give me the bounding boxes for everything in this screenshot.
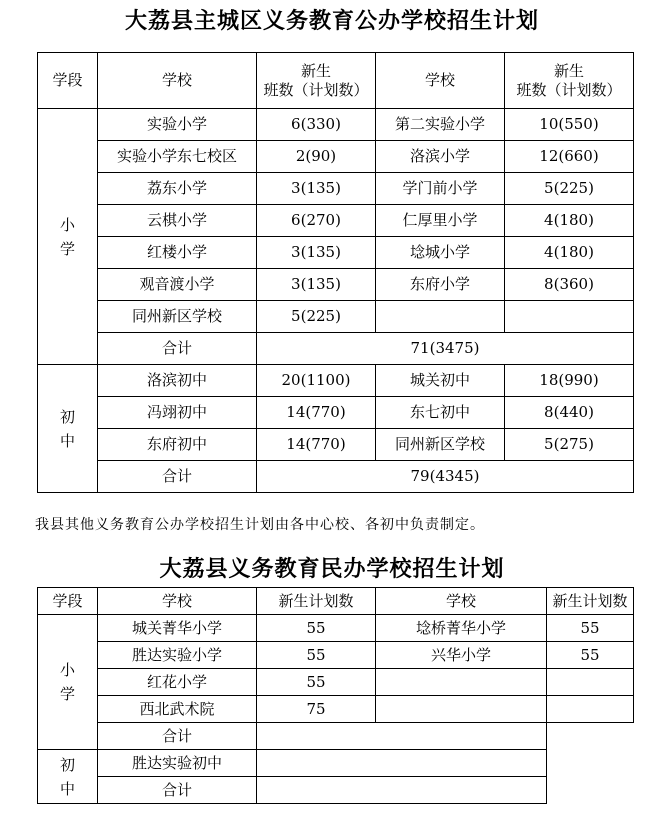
- header-school: 学校: [98, 53, 257, 109]
- school-cell: 胜达实验小学: [98, 642, 257, 669]
- table-row: [38, 173, 634, 205]
- count-cell: 8(440): [505, 397, 634, 429]
- count-cell: [547, 696, 634, 723]
- school-cell: [376, 696, 547, 723]
- school-cell: 兴华小学: [376, 642, 547, 669]
- total-label: 合计: [98, 333, 257, 365]
- total-row: [38, 723, 634, 750]
- count-cell: 3(135): [257, 173, 376, 205]
- count-cell: 5(225): [505, 173, 634, 205]
- school-cell: 埝城小学: [376, 237, 505, 269]
- school-cell: 实验小学东七校区: [98, 141, 257, 173]
- total-label: 合计: [98, 723, 257, 750]
- stage-middle-char2: 中: [59, 779, 75, 798]
- header-stage: 学段: [38, 588, 98, 615]
- total-label: 合计: [98, 777, 257, 804]
- count-cell: [505, 301, 634, 333]
- stage-primary: [38, 109, 98, 365]
- count-cell: 3(135): [257, 269, 376, 301]
- school-cell: 荔东小学: [98, 173, 257, 205]
- stage-primary: [38, 615, 98, 750]
- school-cell: 第二实验小学: [376, 109, 505, 141]
- count-cell: [547, 669, 634, 696]
- school-cell: [376, 669, 547, 696]
- page-title-public: 大荔县主城区义务教育公办学校招生计划: [124, 8, 539, 34]
- count-cell: 3(135): [257, 237, 376, 269]
- count-cell: 55: [257, 642, 376, 669]
- school-cell: 城关菁华小学: [98, 615, 257, 642]
- total-row: [38, 461, 634, 493]
- school-cell: 西北武术院: [98, 696, 257, 723]
- header-new-line2: 班数（计划数）: [516, 80, 622, 99]
- table-row: [38, 141, 634, 173]
- school-cell: 洛滨初中: [98, 365, 257, 397]
- table-row: [38, 205, 634, 237]
- total-row: [38, 333, 634, 365]
- empty-cell: [547, 723, 634, 750]
- school-cell: 同州新区学校: [98, 301, 257, 333]
- stage-middle: [38, 750, 98, 804]
- table-row: [38, 365, 634, 397]
- total-row: [38, 777, 634, 804]
- school-cell: 红楼小学: [98, 237, 257, 269]
- header-new-line2: 班数（计划数）: [263, 80, 369, 99]
- count-cell: 55: [547, 642, 634, 669]
- table-header-row: [38, 53, 634, 109]
- count-cell: 4(180): [505, 237, 634, 269]
- table-row: [38, 615, 634, 642]
- table-row: [38, 269, 634, 301]
- school-cell: 洛滨小学: [376, 141, 505, 173]
- school-cell: 红花小学: [98, 669, 257, 696]
- school-cell: 学门前小学: [376, 173, 505, 205]
- school-cell: 东七初中: [376, 397, 505, 429]
- stage-middle-char2: 中: [59, 431, 75, 450]
- header-new-classes: [257, 53, 376, 109]
- table-header-row: [38, 588, 634, 615]
- stage-primary-char2: 学: [59, 685, 75, 703]
- header-school-2: 学校: [376, 588, 547, 615]
- private-school-table: [37, 587, 634, 804]
- stage-middle-char1: 初: [59, 407, 75, 426]
- count-cell: 14(770): [257, 429, 376, 461]
- header-new-line1: 新生: [300, 61, 331, 80]
- public-school-table: [37, 52, 634, 493]
- total-value: [257, 777, 547, 804]
- total-value: 79(4345): [257, 461, 634, 493]
- header-stage: 学段: [38, 53, 98, 109]
- table-row: [38, 397, 634, 429]
- school-cell: 埝桥菁华小学: [376, 615, 547, 642]
- count-cell: 6(270): [257, 205, 376, 237]
- school-cell: 观音渡小学: [98, 269, 257, 301]
- header-count-2: 新生计划数: [547, 588, 634, 615]
- header-new-classes-2: [505, 53, 634, 109]
- school-cell: [376, 301, 505, 333]
- count-cell: 75: [257, 696, 376, 723]
- table-row: [38, 750, 634, 777]
- table-row: [38, 301, 634, 333]
- table-row: [38, 237, 634, 269]
- school-cell: 东府小学: [376, 269, 505, 301]
- header-count: 新生计划数: [257, 588, 376, 615]
- stage-primary-char1: 小: [59, 215, 75, 234]
- count-cell: 20(1100): [257, 365, 376, 397]
- count-cell: 14(770): [257, 397, 376, 429]
- count-cell: 4(180): [505, 205, 634, 237]
- empty-cell: [547, 750, 634, 777]
- table-row: [38, 429, 634, 461]
- count-cell: [257, 750, 547, 777]
- count-cell: 5(275): [505, 429, 634, 461]
- school-cell: 同州新区学校: [376, 429, 505, 461]
- count-cell: 55: [257, 669, 376, 696]
- total-value: 71(3475): [257, 333, 634, 365]
- school-cell: 实验小学: [98, 109, 257, 141]
- page-title-private: 大荔县义务教育民办学校招生计划: [159, 556, 505, 582]
- school-cell: 云棋小学: [98, 205, 257, 237]
- school-cell: 冯翊初中: [98, 397, 257, 429]
- stage-middle: [38, 365, 98, 493]
- table-row: [38, 696, 634, 723]
- total-value: [257, 723, 547, 750]
- count-cell: 55: [547, 615, 634, 642]
- count-cell: 12(660): [505, 141, 634, 173]
- count-cell: 8(360): [505, 269, 634, 301]
- stage-middle-char1: 初: [59, 755, 75, 774]
- school-cell: 城关初中: [376, 365, 505, 397]
- count-cell: 55: [257, 615, 376, 642]
- empty-cell: [547, 777, 634, 804]
- note-text: 我县其他义务教育公办学校招生计划由各中心校、各初中负责制定。: [35, 517, 485, 533]
- count-cell: 18(990): [505, 365, 634, 397]
- school-cell: 东府初中: [98, 429, 257, 461]
- table-row: [38, 642, 634, 669]
- table-row: [38, 669, 634, 696]
- school-cell: 胜达实验初中: [98, 750, 257, 777]
- header-new-line1: 新生: [553, 61, 584, 80]
- count-cell: 5(225): [257, 301, 376, 333]
- stage-primary-char2: 学: [59, 239, 75, 258]
- school-cell: 仁厚里小学: [376, 205, 505, 237]
- header-school-2: 学校: [376, 53, 505, 109]
- count-cell: 6(330): [257, 109, 376, 141]
- stage-primary-char1: 小: [59, 661, 75, 679]
- total-label: 合计: [98, 461, 257, 493]
- table-row: [38, 109, 634, 141]
- count-cell: 10(550): [505, 109, 634, 141]
- count-cell: 2(90): [257, 141, 376, 173]
- header-school: 学校: [98, 588, 257, 615]
